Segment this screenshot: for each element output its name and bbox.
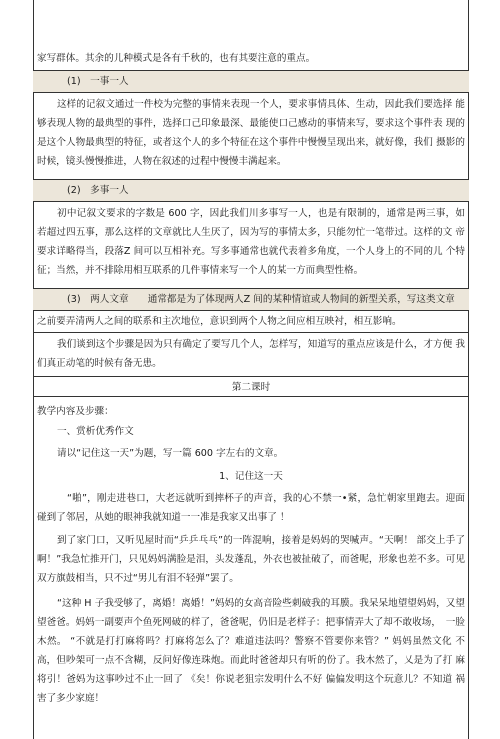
section-body: 初中记叙文要求的字数是 600 字，因此我们川多事写一人，也是有限制的，通常是两三事，如 若超过四五事，那么这样的文章就比人生厌了，因为写的事情太多，只能勿忙一笔带过。这样的文 帝要求详略得当，段落Z 间可以互相补充。写多事通常也就代表着多角度，一个人身上的不同的儿 个特征；当然，并不排除用相互联系的几件事情来写一个人的某一方而典型性格。 xyxy=(37,208,465,276)
essay-paragraph: “啪”，刚走进巷口，大老远就听到摔杯子的声音，我的心不禁一•紧，急忙朝家里跑去。迎面碰到了邻居，从她的眼神我就知道一一准是我家又出事了 ！ xyxy=(37,493,465,523)
essay-title: 1、记住这一天 xyxy=(219,471,283,482)
section-heading-row xyxy=(33,289,469,311)
section-heading: (3) 两人文章 通常都是为了体现两人Z 间的某种情谊或人物间的新型关系，写这类文章 xyxy=(67,294,455,305)
teaching-step: 一、赏析优秀作文 xyxy=(57,426,134,437)
section-body: 我们谈到这个步骤是因为只有确定了要写几个人，怎样写，知道写的重点应该是什么，才方便 我们真正动笔的时候有备无患。 xyxy=(37,339,465,369)
section-heading-row xyxy=(33,71,469,93)
lesson-title: 第二课时 xyxy=(231,382,271,393)
essay-prompt: 请以“记住这一天”为题，写一篇 600 字左右的文章。 xyxy=(57,448,284,459)
section-line: 之前要弄清两人之间的联系和主次地位，意识到两个人物之间应相互映衬，相互影响。 xyxy=(37,316,402,327)
essay-paragraph: 到了家门口，又听见屋时而“乒乒乓乓”的一阵混响，接着是妈妈的哭喊声。“天啊！ 部交上手了啊！”我急忙推开门，只见妈妈满脸是泪，头发蓬乱，外衣也被扯破了，而爸呢，形象也差不多。可见双方旗鼓相当，只不过“男儿有泪不轻弹”罢了。 xyxy=(37,535,465,584)
document-page xyxy=(33,0,469,739)
table-row-section1 xyxy=(33,93,469,180)
section-heading: (1) 一事一人 xyxy=(67,76,129,87)
section-body: 这样的记叙文通过一件校为完整的事情来表现一个人，要求事情具体、生动，因此我们要选择 能够表现人物的最典型的事件，选择口己印象最深、最能使口己感动的事情来写，要求这个事件表 现的是这个人物最典型的特征，或者这个人的多个特征在这个事件中慢慢呈现出来，就好像，我们 摄影的时候，镜头慢慢推进，人物在叙述的过程中慢慢丰满起来。 xyxy=(37,99,465,167)
intro-text: 家写群体。其余的儿种模式是各有千秋的，也有其要注意的重点。 xyxy=(37,53,316,64)
table-row-section3 xyxy=(33,311,469,333)
table-row-section3-body xyxy=(33,333,469,377)
essay-paragraph: “这种 H 子我受够了，离婚！离婚！”妈妈的女高音险些刺破我的耳膜。我呆呆地望望妈妈，又望望爸爸。妈妈一副要声个鱼死网破的样了，爸爸呢，仍旧是老样子：把事情弄大了却不敢收场， 一脸木然。 “不就是打打麻将吗？打麻将怎么了？难道违法吗？警察不管要你来管？” 妈妈虽然文化 不高，但吵架可一点不含糊，反问好像连珠炮。而此时爸爸却只有听的份了。我木然了，乂是为了打 麻将引！爸妈为这事吵过不止一回了 《矣！你说老狙宗发明什么不好 偏偏发明这个玩意儿？不知道 祸害了多少家庭！ xyxy=(37,598,465,704)
table-row-lesson xyxy=(33,377,469,397)
teaching-heading: 教学内容及步骤： xyxy=(37,406,114,417)
table-row-intro xyxy=(33,0,469,71)
section-heading: (2) 多事一人 xyxy=(67,185,129,196)
table-row-section2 xyxy=(33,202,469,289)
section-heading-row xyxy=(33,180,469,202)
